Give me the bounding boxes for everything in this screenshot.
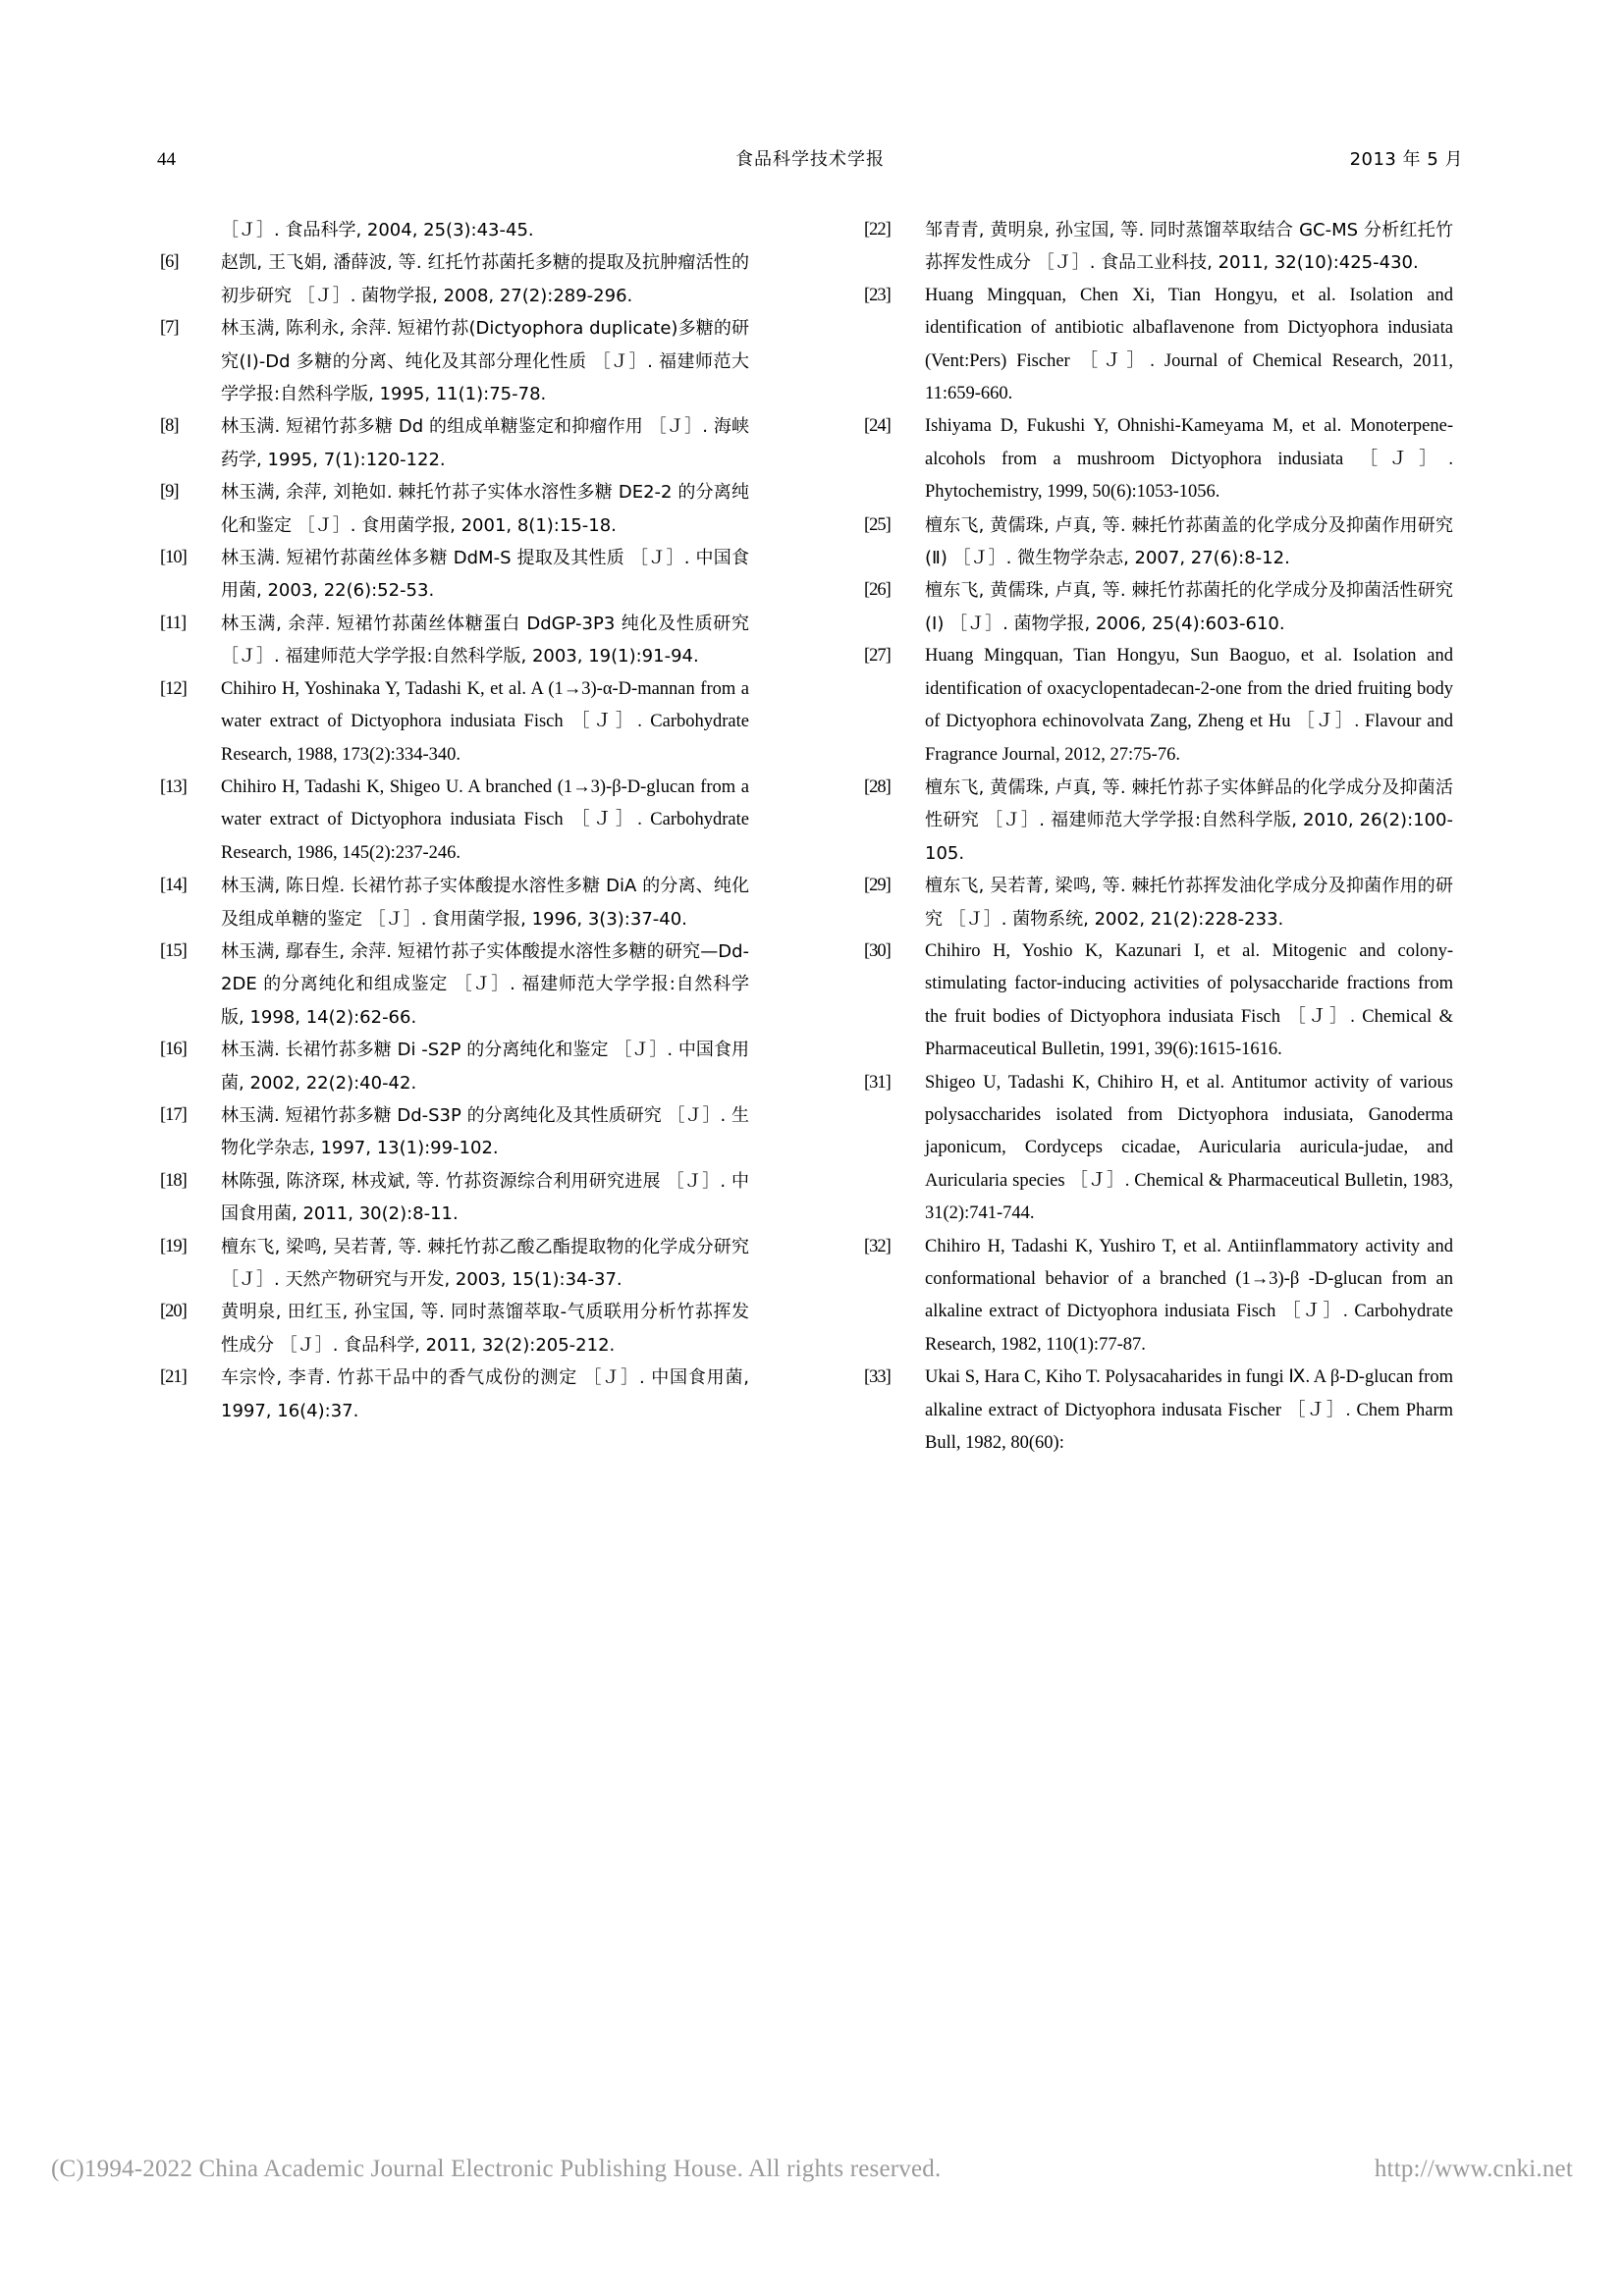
reference-text: 林玉满, 陈利永, 余萍. 短裙竹荪(Dictyophora duplicate)多糖的研究(Ⅰ)-Dd 多糖的分离、纯化及其部分理化性质 ［Ｊ］. 福建师范大学学报:自然科学版, 1995, 11(1):75-78. <box>221 318 749 405</box>
reference-text: 车宗怜, 李青. 竹荪干品中的香气成份的测定 ［Ｊ］. 中国食用菌, 1997, 16(4):37. <box>221 1367 749 1421</box>
reference-text: 林玉满. 短裙竹荪多糖 Dd 的组成单糖鉴定和抑瘤作用 ［Ｊ］. 海峡药学, 1995, 7(1):120-122. <box>221 416 749 470</box>
reference-text: 林玉满, 陈日煌. 长裙竹荪子实体酸提水溶性多糖 DiA 的分离、纯化及组成单糖的鉴定 ［Ｊ］. 食用菌学报, 1996, 3(3):37-40. <box>221 876 749 930</box>
reference-number: [28] <box>864 776 891 797</box>
reference-text: Chihiro H, Yoshio K, Kazunari I, et al. Mitogenic and colony-stimulating factor-inducing activities of polysaccharide fractions from the fruit bodies of Dictyophora indusiata Fisch ［Ｊ］. Chemical & Pharmaceutical Bulletin, 1991, 39(6):1615-1616. <box>925 940 1453 1060</box>
reference-item <box>160 935 749 1034</box>
reference-number: [29] <box>864 876 891 896</box>
reference-number: [27] <box>864 646 891 667</box>
journal-title: 食品科学技术学报 <box>735 149 885 170</box>
reference-item <box>864 214 1453 280</box>
reference-text: 檀东飞, 黄儒珠, 卢真, 等. 棘托竹荪子实体鲜品的化学成分及抑菌活性研究 ［Ｊ］. 福建师范大学学报:自然科学版, 2010, 26(2):100-105. <box>925 776 1453 864</box>
reference-text: Ukai S, Hara C, Kiho T. Polysacaharides in fungi Ⅸ. A β-D-glucan from alkaline extract of Dictyophora indusata Fischer ［Ｊ］. Chem Pharm Bull, 1982, 80(60): <box>925 1367 1453 1454</box>
reference-text: Huang Mingquan, Tian Hongyu, Sun Baoguo, et al. Isolation and identification of oxacyclopentadecan-2-one from the dried fruiting body of Dictyophora echinovolvata Zang, Zheng et Hu ［Ｊ］. Flavour and Fragrance Journal, 2012, 27:75-76. <box>925 646 1453 765</box>
reference-item <box>160 1165 749 1231</box>
reference-number: [33] <box>864 1367 891 1388</box>
reference-text: 林陈强, 陈济琛, 林戎斌, 等. 竹荪资源综合利用研究进展 ［Ｊ］. 中国食用菌, 2011, 30(2):8-11. <box>221 1170 749 1225</box>
reference-text: 黄明泉, 田红玉, 孙宝国, 等. 同时蒸馏萃取-气质联用分析竹荪挥发性成分 ［Ｊ］. 食品科学, 2011, 32(2):205-212. <box>221 1302 749 1356</box>
reference-number: [12] <box>160 678 187 699</box>
reference-item <box>160 476 749 542</box>
reference-text: 林玉满. 短裙竹荪多糖 Dd-S3P 的分离纯化及其性质研究 ［Ｊ］. 生物化学杂志, 1997, 13(1):99-102. <box>221 1104 749 1159</box>
reference-text: 林玉满, 余萍. 短裙竹荪菌丝体糖蛋白 DdGP-3P3 纯化及性质研究 ［Ｊ］. 福建师范大学学报:自然科学版, 2003, 19(1):91-94. <box>221 613 749 667</box>
reference-text: 邹青青, 黄明泉, 孙宝国, 等. 同时蒸馏萃取结合 GC-MS 分析红托竹荪挥发性成分 ［Ｊ］. 食品工业科技, 2011, 32(10):425-430. <box>925 220 1453 274</box>
reference-item <box>160 1034 749 1099</box>
reference-number: [31] <box>864 1072 891 1093</box>
reference-number: [26] <box>864 580 891 601</box>
copyright-text: (C)1994-2022 China Academic Journal Electronic Publishing House. All rights reserved. <box>51 2156 942 2182</box>
reference-item <box>864 1362 1453 1460</box>
reference-item <box>160 1296 749 1362</box>
reference-item <box>864 410 1453 508</box>
reference-item <box>160 312 749 410</box>
reference-number: [11] <box>160 613 187 633</box>
reference-item <box>160 246 749 312</box>
reference-number: [20] <box>160 1302 187 1322</box>
reference-item <box>864 870 1453 935</box>
reference-text: 檀东飞, 黄儒珠, 卢真, 等. 棘托竹荪菌托的化学成分及抑菌活性研究(Ⅰ) ［Ｊ］. 菌物学报, 2006, 25(4):603-610. <box>925 580 1453 634</box>
reference-item <box>160 1231 749 1297</box>
reference-number: [10] <box>160 548 187 568</box>
reference-item <box>864 509 1453 575</box>
reference-text: 林玉满, 余萍, 刘艳如. 棘托竹荪子实体水溶性多糖 DE2-2 的分离纯化和鉴定 ［Ｊ］. 食用菌学报, 2001, 8(1):15-18. <box>221 482 749 536</box>
reference-number: [14] <box>160 876 187 896</box>
reference-number: [6] <box>160 252 179 273</box>
reference-number: [16] <box>160 1040 187 1060</box>
reference-item <box>160 214 749 246</box>
reference-text: 檀东飞, 黄儒珠, 卢真, 等. 棘托竹荪菌盖的化学成分及抑菌作用研究(Ⅱ) ［Ｊ］. 微生物学杂志, 2007, 27(6):8-12. <box>925 514 1453 569</box>
reference-item <box>160 870 749 935</box>
reference-text: 檀东飞, 梁鸣, 吴若菁, 等. 棘托竹荪乙酸乙酯提取物的化学成分研究 ［Ｊ］. 天然产物研究与开发, 2003, 15(1):34-37. <box>221 1236 749 1290</box>
reference-text: 檀东飞, 吴若菁, 梁鸣, 等. 棘托竹荪挥发油化学成分及抑菌作用的研究 ［Ｊ］. 菌物系统, 2002, 21(2):228-233. <box>925 876 1453 930</box>
reference-item <box>160 772 749 870</box>
reference-text: Chihiro H, Tadashi K, Shigeo U. A branched (1→3)-β-D-glucan from a water extract of Dictyophora indusiata Fisch ［Ｊ］. Carbohydrate Research, 1986, 145(2):237-246. <box>221 776 749 863</box>
reference-item <box>864 772 1453 870</box>
reference-number: [32] <box>864 1236 891 1256</box>
reference-item <box>160 608 749 673</box>
reference-text: Huang Mingquan, Chen Xi, Tian Hongyu, et al. Isolation and identification of antibiotic albaflavenone from Dictyophora indusiata (Vent:Pers) Fischer ［Ｊ］. Journal of Chemical Research, 2011, 11:659-660. <box>925 285 1453 404</box>
reference-number: [23] <box>864 285 891 305</box>
reference-item <box>160 1099 749 1165</box>
reference-text: 赵凯, 王飞娟, 潘薛波, 等. 红托竹荪菌托多糖的提取及抗肿瘤活性的初步研究 ［Ｊ］. 菌物学报, 2008, 27(2):289-296. <box>221 252 749 306</box>
reference-number: [8] <box>160 416 179 437</box>
reference-item <box>160 410 749 476</box>
reference-column-right <box>864 214 1453 1460</box>
reference-item <box>864 574 1453 640</box>
reference-item <box>864 1231 1453 1362</box>
reference-text: Shigeo U, Tadashi K, Chihiro H, et al. Antitumor activity of various polysaccharides isolated from Dictyophora indusiata, Ganoderma japonicum, Cordyceps cicadae, Auricularia auricula-judae, and Auricularia species ［Ｊ］. Chemical & Pharmaceutical Bulletin, 1983, 31(2):741-744. <box>925 1072 1453 1224</box>
reference-number: [7] <box>160 318 179 339</box>
running-head <box>157 145 1463 175</box>
reference-number: [22] <box>864 220 891 240</box>
reference-text: 林玉满. 短裙竹荪菌丝体多糖 DdM-S 提取及其性质 ［Ｊ］. 中国食用菌, 2003, 22(6):52-53. <box>221 548 749 602</box>
reference-text: Chihiro H, Yoshinaka Y, Tadashi K, et al. A (1→3)-α-D-mannan from a water extract of Dictyophora indusiata Fisch ［Ｊ］. Carbohydrate Research, 1988, 173(2):334-340. <box>221 678 749 765</box>
reference-number: [18] <box>160 1170 187 1191</box>
reference-column-left <box>160 214 749 1427</box>
cnki-url: http://www.cnki.net <box>1374 2156 1573 2182</box>
reference-item <box>160 542 749 608</box>
reference-number: [24] <box>864 416 891 437</box>
reference-number: [17] <box>160 1104 187 1125</box>
reference-number: [9] <box>160 482 179 503</box>
reference-number: [21] <box>160 1367 187 1388</box>
reference-text: Chihiro H, Tadashi K, Yushiro T, et al. Antiinflammatory activity and conformational behavior of a branched (1→3)-β -D-glucan from an alkaline extract of Dictyophora indusiata Fisch ［Ｊ］. Carbohydrate Research, 1982, 110(1):77-87. <box>925 1236 1453 1355</box>
copyright-footer <box>51 2156 1573 2183</box>
reference-item <box>864 280 1453 411</box>
reference-text: ［Ｊ］. 食品科学, 2004, 25(3):43-45. <box>221 220 534 240</box>
reference-number: [13] <box>160 776 187 797</box>
reference-item <box>160 673 749 772</box>
issue-date: 2013 年 5 月 <box>1349 149 1463 170</box>
reference-item <box>864 640 1453 772</box>
reference-item <box>864 935 1453 1067</box>
reference-text: 林玉满. 长裙竹荪多糖 Di -S2P 的分离纯化和鉴定 ［Ｊ］. 中国食用菌, 2002, 22(2):40-42. <box>221 1040 749 1094</box>
reference-text: 林玉满, 鄢春生, 余萍. 短裙竹荪子实体酸提水溶性多糖的研究—Dd-2DE 的分离纯化和组成鉴定 ［Ｊ］. 福建师范大学学报:自然科学版, 1998, 14(2):62-66. <box>221 940 749 1028</box>
reference-number: [30] <box>864 940 891 961</box>
reference-number: [25] <box>864 514 891 535</box>
header-divider <box>157 179 1463 180</box>
reference-number: [15] <box>160 940 187 961</box>
reference-text: Ishiyama D, Fukushi Y, Ohnishi-Kameyama M, et al. Monoterpene-alcohols from a mushroom Dictyophora indusiata ［Ｊ］. Phytochemistry, 1999, 50(6):1053-1056. <box>925 416 1453 503</box>
reference-item <box>160 1362 749 1427</box>
page-number: 44 <box>157 149 176 170</box>
reference-item <box>864 1067 1453 1231</box>
reference-number: [19] <box>160 1236 187 1256</box>
